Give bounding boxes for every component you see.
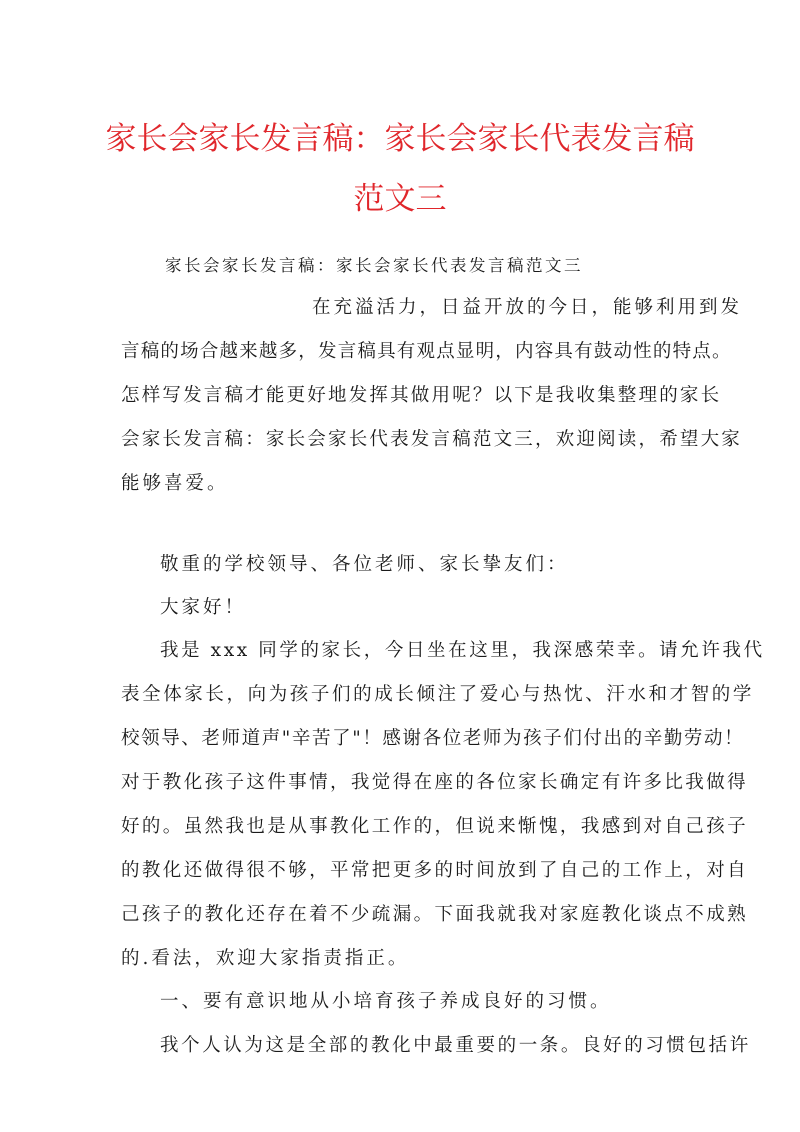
intro-line: 在充溢活力，日益开放的今日，能够利用到发 [312,297,743,318]
intro-line: 能够喜爱。 [121,473,229,494]
intro-line: 言稿的场合越来越多，发言稿具有观点显明，内容具有鼓动性的特点。 [121,341,732,362]
paragraph-line: 校领导、老师道声"辛苦了"！感谢各位老师为孩子们付出的辛勤劳动！ [121,728,745,749]
document-title-line-2: 范文三 [353,181,447,217]
paragraph-line: 的.看法，欢迎大家指责指正。 [121,948,410,969]
paragraph-line: 的教化还做得很不够，平常把更多的时间放到了自己的工作上，对自 [121,860,749,881]
paragraph-line: 表全体家长，向为孩子们的成长倾注了爱心与热忱、汗水和才智的学 [121,684,755,705]
section-heading: 一、要有意识地从小培育孩子养成良好的习惯。 [160,991,612,1012]
paragraph-line: 好的。虽然我也是从事教化工作的，但说来惭愧，我感到对自己孩子 [121,816,749,837]
paragraph-line: 我是 xxx 同学的家长，今日坐在这里，我深感荣幸。请允许我代 [160,640,765,661]
document-subtitle: 家长会家长发言稿：家长会家长代表发言稿范文三 [165,256,583,275]
intro-line: 怎样写发言稿才能更好地发挥其做用呢？以下是我收集整理的家长 [121,385,722,406]
intro-line: 会家长发言稿：家长会家长代表发言稿范文三，欢迎阅读，希望大家 [121,429,743,450]
section-paragraph-line: 我个人认为这是全部的教化中最重要的一条。良好的习惯包括许 [160,1035,751,1056]
greeting: 大家好！ [160,597,247,618]
document-title-line-1: 家长会家长发言稿：家长会家长代表发言稿 [105,121,695,157]
paragraph-line: 对于教化孩子这件事情，我觉得在座的各位家长确定有许多比我做得 [121,772,749,793]
paragraph-line: 己孩子的教化还存在着不少疏漏。下面我就我对家庭教化谈点不成熟 [121,904,749,925]
salutation: 敬重的学校领导、各位老师、家长挚友们： [160,554,569,575]
